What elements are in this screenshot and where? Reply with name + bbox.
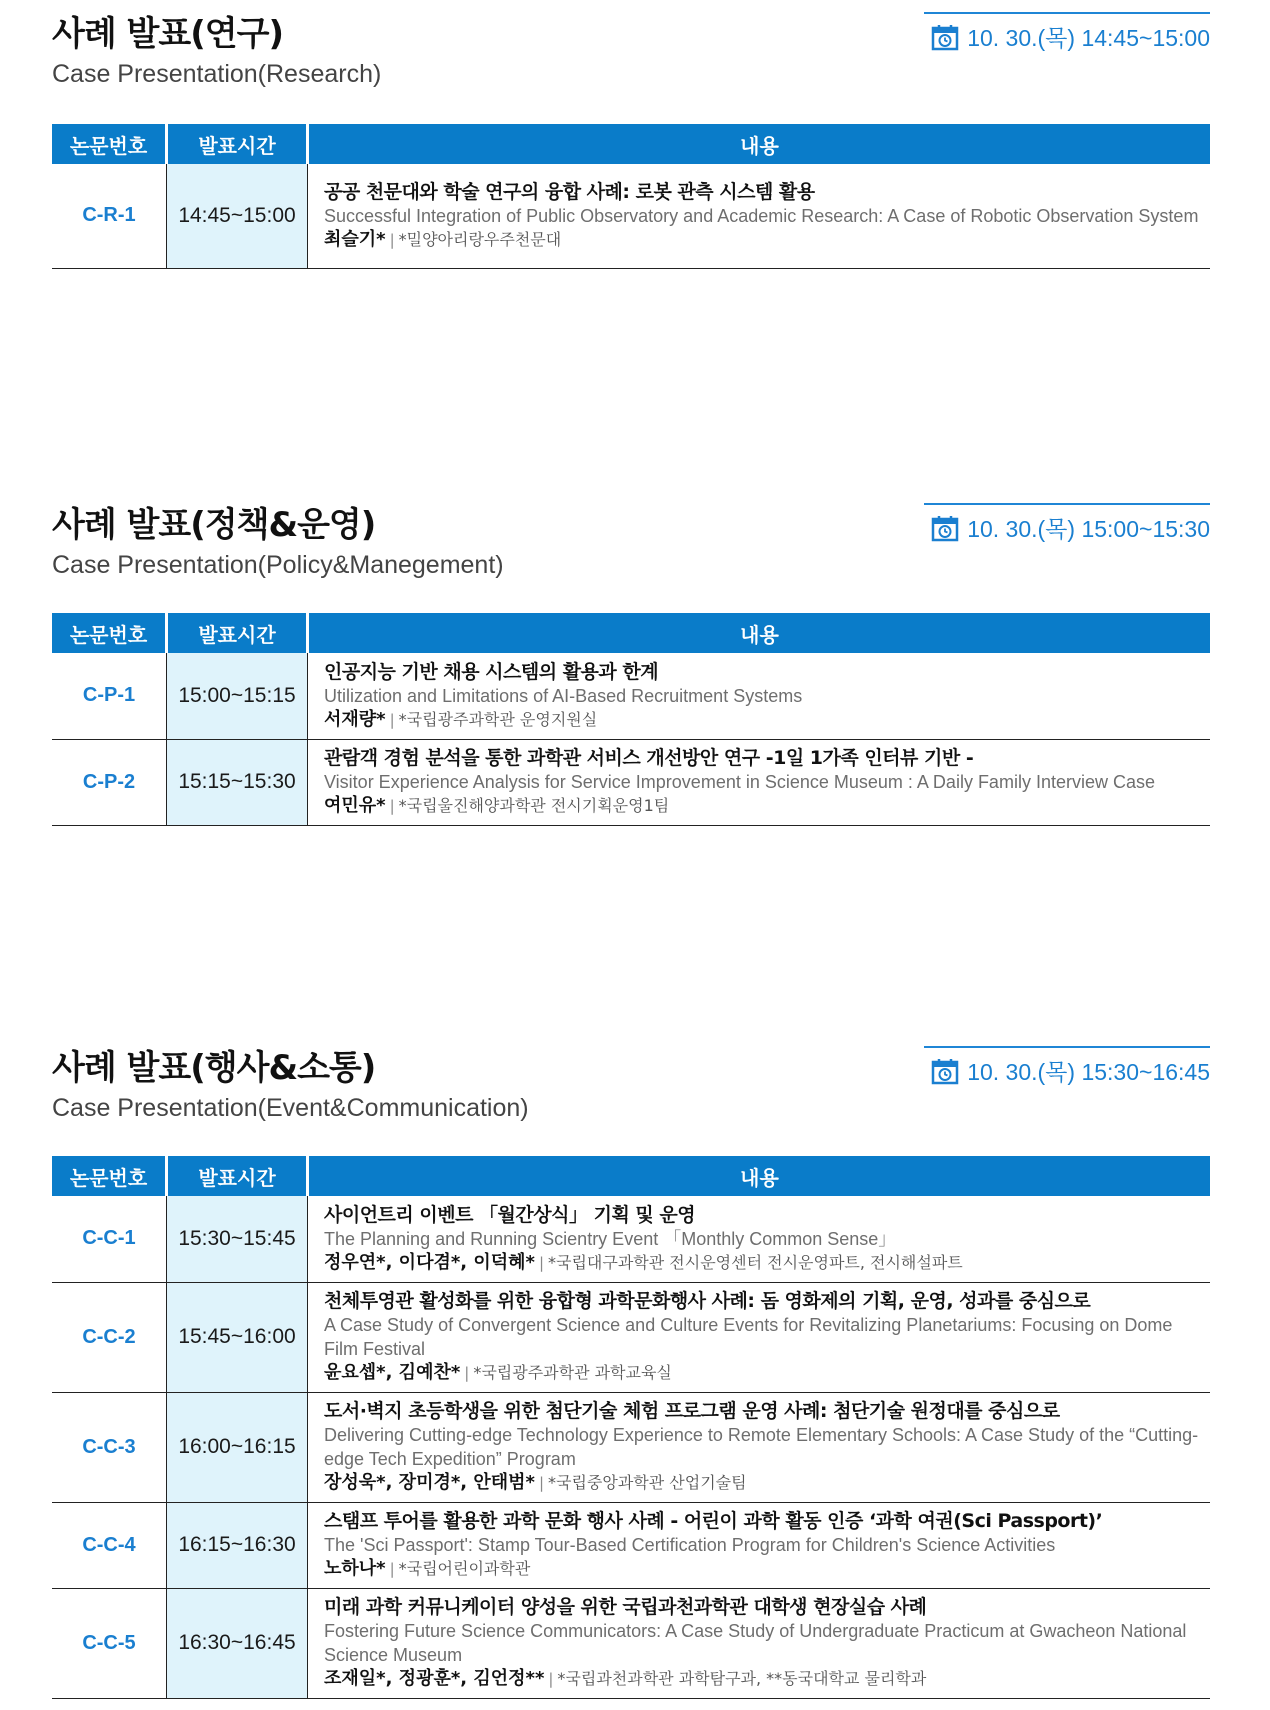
section-event [52,1048,1210,1689]
paper-title-en: The 'Sci Passport': Stamp Tour-Based Certification Program for Children's Science Activities [324,1535,1056,1555]
header-id: 논문번호 [52,1156,167,1196]
table-row [52,1502,1210,1588]
paper-title-en: Delivering Cutting-edge Technology Experience to Remote Elementary Schools: A Case Study of the “Cutting-edge Tech Expedition” Program [324,1425,1199,1469]
paper-authors [324,228,1210,252]
paper-id: C-R-1 [52,164,167,268]
header-content: 내용 [308,124,1211,164]
table-row [52,1392,1210,1502]
paper-content [308,739,1211,825]
table-row [52,1196,1210,1282]
session-date-text: 10. 30.(목) 15:00~15:30 [967,516,1210,542]
paper-title-en: Fostering Future Science Communicators: A Case Study of Undergraduate Practicum at Gwacheon National Science Museum [324,1621,1187,1665]
paper-authors [324,1361,1210,1385]
paper-title-en: The Planning and Running Scientry Event 「Monthly Common Sense」 [324,1228,897,1249]
table-row [52,653,1210,739]
section-policy [52,505,1210,816]
paper-title-ko: 도서·벽지 초등학생을 위한 첨단기술 체험 프로그램 운영 사례: 첨단기술 원정대를 중심으로 [324,1400,1060,1422]
paper-time: 16:15~16:30 [167,1502,308,1588]
table-row [52,1282,1210,1392]
author-affiliation: *국립울진해양과학관 전시기획운영1팀 [398,796,670,815]
paper-title-en: Utilization and Limitations of AI-Based Recruitment Systems [324,685,803,706]
session-date [924,1046,1210,1087]
calendar-clock-icon [931,1057,959,1085]
header-id: 논문번호 [52,124,167,164]
paper-time: 16:30~16:45 [167,1588,308,1698]
section-subtitle: Case Presentation(Research) [52,60,382,88]
paper-authors [324,708,1210,732]
author-names: 서재량* [324,708,386,730]
author-names: 최슬기* [324,228,386,250]
session-date-text: 10. 30.(목) 15:30~16:45 [967,1059,1210,1085]
paper-id: C-P-1 [52,653,167,739]
author-affiliation: *밀양아리랑우주천문대 [398,229,562,249]
paper-title-ko: 사이언트리 이벤트 「월간상식」 기획 및 운영 [324,1203,696,1226]
author-names: 조재일*, 정광훈*, 김언정** [324,1668,545,1689]
separator: | [538,1474,545,1492]
paper-time: 15:30~15:45 [167,1196,308,1282]
paper-title-ko: 스탬프 투어를 활용한 과학 문화 행사 사례 - 어린이 과학 활동 인증 ‘과학 여권(Sci Passport)’ [324,1510,1103,1532]
paper-id: C-C-4 [52,1502,167,1588]
paper-id: C-C-1 [52,1196,167,1282]
author-affiliation: *국립광주과학관 과학교육실 [473,1363,672,1382]
separator: | [389,797,395,815]
paper-title-ko: 공공 천문대와 학술 연구의 융합 사례: 로봇 관측 시스템 활용 [324,180,815,203]
paper-title-ko: 인공지능 기반 채용 시스템의 활용과 한계 [324,660,659,683]
paper-id: C-C-2 [52,1282,167,1392]
table-row [52,164,1210,268]
table-row [52,1588,1210,1698]
author-affiliation: *국립어린이과학관 [398,1559,531,1578]
paper-table [52,613,1210,826]
paper-title-en: A Case Study of Convergent Science and Culture Events for Revitalizing Planetariums: Focusing on Dome Film Festival [324,1315,1173,1359]
paper-authors [324,1251,1210,1275]
paper-id: C-C-5 [52,1588,167,1698]
paper-authors [324,1471,1210,1495]
author-affiliation: *국립과천과학관 과학탐구과, **동국대학교 물리학과 [557,1669,927,1688]
session-date-text: 10. 30.(목) 14:45~15:00 [967,25,1210,51]
separator: | [548,1670,554,1688]
section-subtitle: Case Presentation(Policy&Manegement) [52,551,504,579]
paper-content [308,1502,1211,1588]
paper-content [308,1588,1211,1698]
paper-content [308,164,1211,268]
author-names: 장성욱*, 장미경*, 안태범* [324,1472,535,1493]
paper-content [308,1392,1211,1502]
section-subtitle: Case Presentation(Event&Communication) [52,1094,529,1122]
paper-authors [324,794,1210,818]
paper-authors [324,1557,1210,1581]
header-time: 발표시간 [167,124,308,164]
header-content: 내용 [308,613,1211,653]
section-title: 사례 발표(정책&운영) [52,505,376,545]
calendar-clock-icon [931,514,959,542]
paper-time: 15:45~16:00 [167,1282,308,1392]
paper-content [308,1196,1211,1282]
author-affiliation: *국립대구과학관 전시운영센터 전시운영파트, 전시해설파트 [548,1252,963,1272]
section-title: 사례 발표(행사&소통) [52,1048,376,1088]
paper-content [308,653,1211,739]
session-date [924,503,1210,544]
separator: | [389,1560,395,1578]
table-row [52,739,1210,825]
paper-table [52,124,1210,269]
header-id: 논문번호 [52,613,167,653]
session-date [924,12,1210,53]
paper-title-ko: 미래 과학 커뮤니케이터 양성을 위한 국립과천과학관 대학생 현장실습 사례 [324,1596,927,1618]
paper-time: 14:45~15:00 [167,164,308,268]
separator: | [464,1364,470,1382]
header-time: 발표시간 [167,613,308,653]
paper-id: C-P-2 [52,739,167,825]
separator: | [538,1253,545,1272]
author-names: 노하나* [324,1558,386,1579]
paper-time: 16:00~16:15 [167,1392,308,1502]
separator: | [389,230,395,249]
author-names: 여민유* [324,795,386,816]
header-time: 발표시간 [167,1156,308,1196]
separator: | [389,710,395,729]
section-research [52,14,1210,250]
author-names: 윤요셉*, 김예찬* [324,1362,461,1383]
paper-authors [324,1667,1210,1691]
paper-title-en: Visitor Experience Analysis for Service Improvement in Science Museum : A Daily Family Interview Case [324,772,1155,792]
section-title: 사례 발표(연구) [52,14,283,54]
paper-title-ko: 관람객 경험 분석을 통한 과학관 서비스 개선방안 연구 -1일 1가족 인터뷰 기반 - [324,747,974,769]
author-affiliation: *국립중앙과학관 산업기술팀 [548,1473,747,1492]
paper-time: 15:00~15:15 [167,653,308,739]
calendar-clock-icon [931,23,959,51]
paper-table [52,1156,1210,1699]
paper-title-ko: 천체투영관 활성화를 위한 융합형 과학문화행사 사례: 돔 영화제의 기획, 운영, 성과를 중심으로 [324,1290,1091,1312]
paper-time: 15:15~15:30 [167,739,308,825]
author-affiliation: *국립광주과학관 운영지원실 [398,709,598,729]
header-content: 내용 [308,1156,1211,1196]
paper-id: C-C-3 [52,1392,167,1502]
paper-content [308,1282,1211,1392]
author-names: 정우연*, 이다겸*, 이덕혜* [324,1251,535,1273]
paper-title-en: Successful Integration of Public Observatory and Academic Research: A Case of Robotic Observation System [324,205,1199,226]
